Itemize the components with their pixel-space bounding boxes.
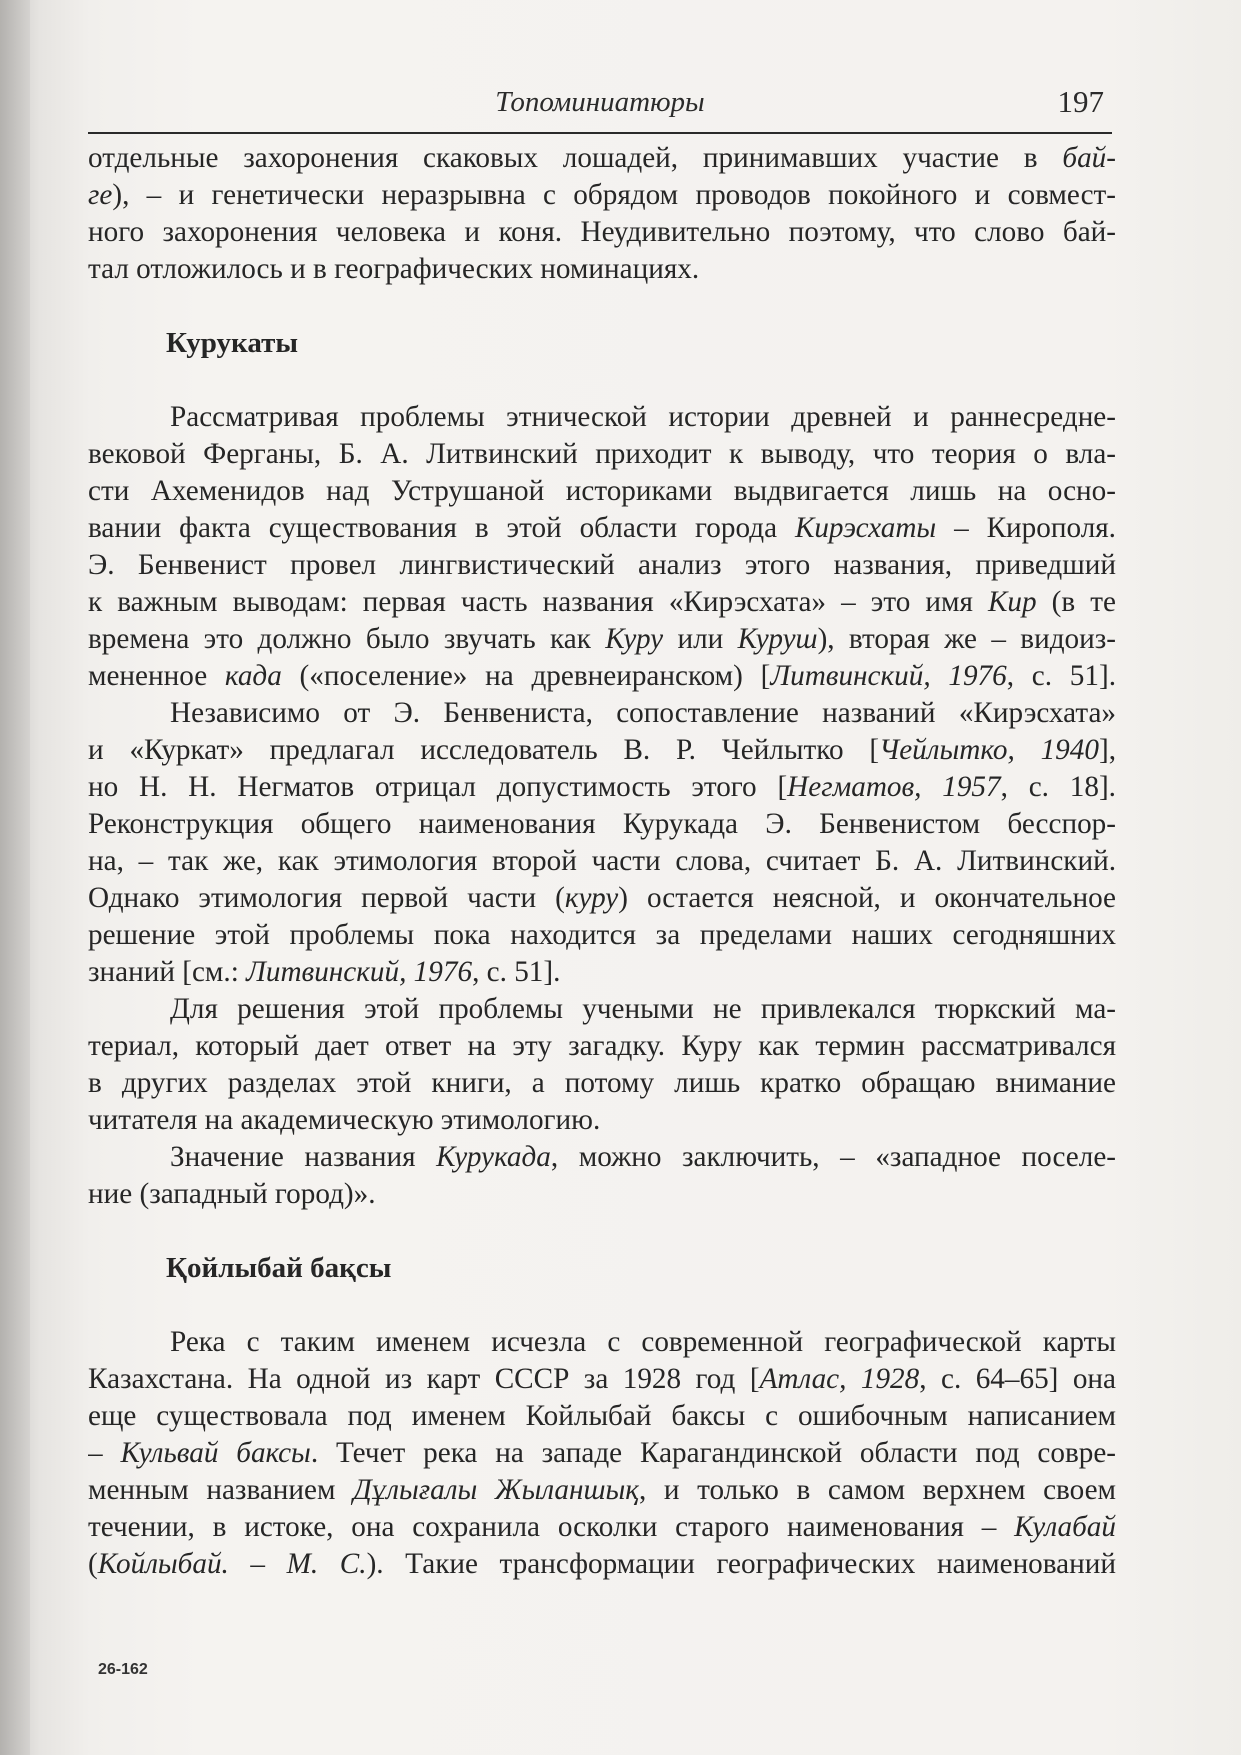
text-line: ге), – и генетически неразрывна с обрядом проводов покойного и совмест- (88, 179, 1116, 211)
text-line: времена это должно было звучать как Куру или Куруш), вторая же – видоиз- (88, 623, 1116, 655)
text-line: течении, в истоке, она сохранила осколки старого наименования – Кулабай (88, 1511, 1116, 1543)
text-line: читателя на академическую этимологию. (88, 1104, 601, 1136)
text-line: еще существовала под именем Койлыбай баксы с ошибочным написанием (88, 1400, 1116, 1432)
text-line: Независимо от Э. Бенвениста, сопоставление названий «Кирэсхата» (170, 697, 1116, 729)
text-line: отдельные захоронения скаковых лошадей, принимавших участие в бай- (88, 142, 1116, 174)
spacer (88, 288, 1116, 325)
text-line: Казахстана. На одной из карт СССР за 1928 год [Атлас, 1928, с. 64–65] она (88, 1363, 1116, 1395)
text-line: Значение названия Курукада, можно заключить, – «западное поселе- (170, 1141, 1116, 1173)
text-line: Реконструкция общего наименования Курукада Э. Бенвенистом бесспор- (88, 808, 1116, 840)
text-line: Рассматривая проблемы этнической истории древней и раннесредне- (170, 401, 1116, 433)
spacer (88, 1287, 1116, 1324)
text-line: вековой Ферганы, Б. А. Литвинский приходит к выводу, что теория о вла- (88, 438, 1116, 470)
body-text (88, 140, 1116, 1583)
text-line: Э. Бенвенист провел лингвистический анализ этого названия, приведший (88, 549, 1116, 581)
spacer (88, 362, 1116, 399)
text-line: Река с таким именем исчезла с современной географической карты (170, 1326, 1116, 1358)
text-line: мененное када («поселение» на древнеиранском) [Литвинский, 1976, с. 51]. (88, 660, 1116, 692)
running-header (88, 82, 1112, 134)
text-line: на, – так же, как этимология второй части слова, считает Б. А. Литвинский. (88, 845, 1116, 877)
spacer (88, 1213, 1116, 1250)
page-number: 197 (1057, 84, 1104, 119)
text-line: Однако этимология первой части (куру) остается неясной, и окончательное (88, 882, 1116, 914)
printer-signature-mark: 26-162 (98, 1661, 148, 1678)
running-header-title: Топоминиатюры (495, 86, 705, 118)
text-line: но Н. Н. Негматов отрицал допустимость этого [Негматов, 1957, с. 18]. (88, 771, 1116, 803)
text-line: – Кульвай баксы. Течет река на западе Карагандинской области под совре- (88, 1437, 1116, 1469)
text-line: менным названием Дұлығалы Жыланшық, и только в самом верхнем своем (88, 1474, 1116, 1506)
text-line: сти Ахеменидов над Уструшаной историками выдвигается лишь на осно- (88, 475, 1116, 507)
section-title-koilybai-baksy: Қойлыбай бақсы (166, 1252, 392, 1284)
book-spine-shadow (0, 0, 30, 1755)
text-line: (Койлыбай. – М. С.). Такие трансформации географических наименований (88, 1548, 1116, 1580)
text-line: к важным выводам: первая часть названия «Кирэсхата» – это имя Кир (в те (88, 586, 1116, 618)
text-line: в других разделах этой книги, а потому лишь кратко обращаю внимание (88, 1067, 1116, 1099)
text-line: Для решения этой проблемы учеными не привлекался тюркский ма- (170, 993, 1116, 1025)
text-line: знаний [см.: Литвинский, 1976, с. 51]. (88, 956, 561, 988)
text-line: ние (западный город)». (88, 1178, 376, 1210)
text-line: териал, который дает ответ на эту загадку. Куру как термин рассматривался (88, 1030, 1116, 1062)
text-line: вании факта существования в этой области города Кирэсхаты – Кирополя. (88, 512, 1116, 544)
section-title-kurukata: Курукаты (166, 327, 298, 359)
text-line: и «Куркат» предлагал исследователь В. Р. Чейлытко [Чейлытко, 1940], (88, 734, 1116, 766)
text-line: решение этой проблемы пока находится за пределами наших сегодняшних (88, 919, 1116, 951)
text-line: ного захоронения человека и коня. Неудивительно поэтому, что слово бай- (88, 216, 1116, 248)
text-line: тал отложилось и в географических номинациях. (88, 253, 700, 285)
